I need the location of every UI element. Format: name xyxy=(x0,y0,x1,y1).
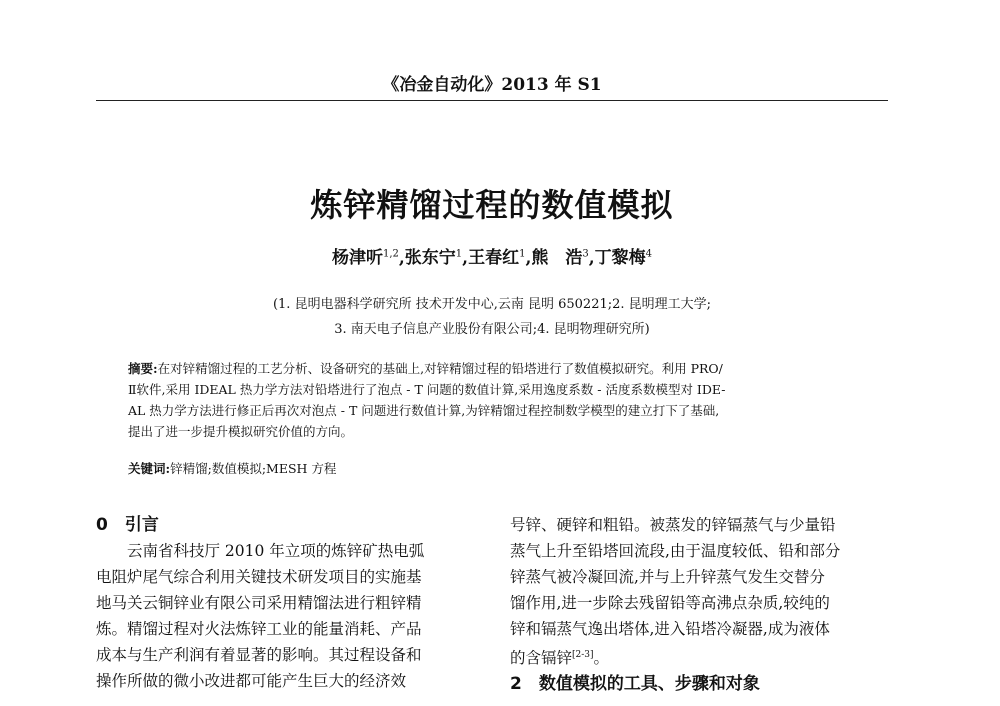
body-line: 操作所做的微小改进都可能产生巨大的经济效 xyxy=(96,672,407,690)
author-list: 杨津听$^{1,2}$,张东宁$^1$,王春红$^1$,熊 浩$^3$,丁黎梅$^4$ xyxy=(331,248,653,268)
journal-header: 《冶金自动化》2013 年 S1 xyxy=(382,75,602,95)
abstract xyxy=(128,358,864,442)
author-affil-mark: 3 xyxy=(582,248,589,260)
author-affil-mark: 1 xyxy=(455,248,463,260)
section-heading: 2 数值模拟的工具、步骤和对象 xyxy=(510,674,760,695)
citation-ref: [2-3] xyxy=(572,650,594,660)
affiliation-line: 3. 南天电子信息产业股份有限公司;4. 昆明物理研究所) xyxy=(334,322,650,337)
keywords xyxy=(128,459,864,477)
author-name: 杨津听 xyxy=(331,248,383,268)
section-heading: 0 引言 xyxy=(96,515,159,535)
body-line: 号锌、硬锌和粗铅。被蒸发的锌镉蒸气与少量铅 xyxy=(510,516,836,534)
author-name: 张东宁 xyxy=(404,248,456,268)
author-name: 王春红 xyxy=(468,248,520,268)
body-line: 云南省科技厅 2010 年立项的炼锌矿热电弧 xyxy=(96,542,425,560)
body-line: 锌蒸气被冷凝回流,并与上升锌蒸气发生交替分 xyxy=(510,568,825,586)
author-name: 熊 浩 xyxy=(531,248,583,268)
abstract-line: Ⅱ软件,采用 IDEAL 热力学方法对铅塔进行了泡点 - T 问题的数值计算,采用逸度系数 - 活度系数模型对 IDE- xyxy=(128,382,726,397)
abstract-line: 在对锌精馏过程的工艺分析、设备研究的基础上,对锌精馏过程的铅塔进行了数值模拟研究。利用 PRO/ xyxy=(157,361,723,376)
right-column xyxy=(510,512,884,697)
body-line: 蒸气上升至铅塔回流段,由于温度较低、铅和部分 xyxy=(510,542,841,560)
body-line: 成本与生产利润有着显著的影响。其过程设备和 xyxy=(96,646,422,664)
keywords-text: 锌精馏;数值模拟;MESH 方程 xyxy=(170,461,337,476)
author-affil-mark: 1 xyxy=(519,248,526,260)
body-line: 电阻炉尾气综合利用关键技术研发项目的实施基 xyxy=(96,568,422,586)
author-name: 丁黎梅 xyxy=(594,248,646,268)
author-affil-mark: 4 xyxy=(645,248,653,260)
affiliation-line: (1. 昆明电器科学研究所 技术开发中心,云南 昆明 650221;2. 昆明理工大学; xyxy=(272,297,712,312)
body-line: 馏作用,进一步除去残留铅等高沸点杂质,较纯的 xyxy=(510,594,830,612)
body-line: 炼。精馏过程对火法炼锌工业的能量消耗、产品 xyxy=(96,620,422,638)
paper-title: 炼锌精馏过程的数值模拟 xyxy=(310,186,674,224)
header-rule xyxy=(96,100,888,101)
abstract-line: AL 热力学方法进行修正后再次对泡点 - T 问题进行数值计算,为锌精馏过程控制数学模型的建立打下了基础, xyxy=(128,403,720,418)
author-affil-mark: 1,2 xyxy=(382,248,399,260)
body-line: 锌和镉蒸气逸出塔体,进入铅塔冷凝器,成为液体 xyxy=(510,620,830,638)
abstract-label: 摘要: xyxy=(128,361,158,376)
body-line: 的含镉锌[2-3]。 xyxy=(510,649,610,668)
body-line: 地马关云铜锌业有限公司采用精馏法进行粗锌精 xyxy=(96,594,422,612)
left-column xyxy=(96,512,470,694)
abstract-line: 提出了进一步提升模拟研究价值的方向。 xyxy=(128,424,354,439)
keywords-label: 关键词: xyxy=(128,461,171,476)
